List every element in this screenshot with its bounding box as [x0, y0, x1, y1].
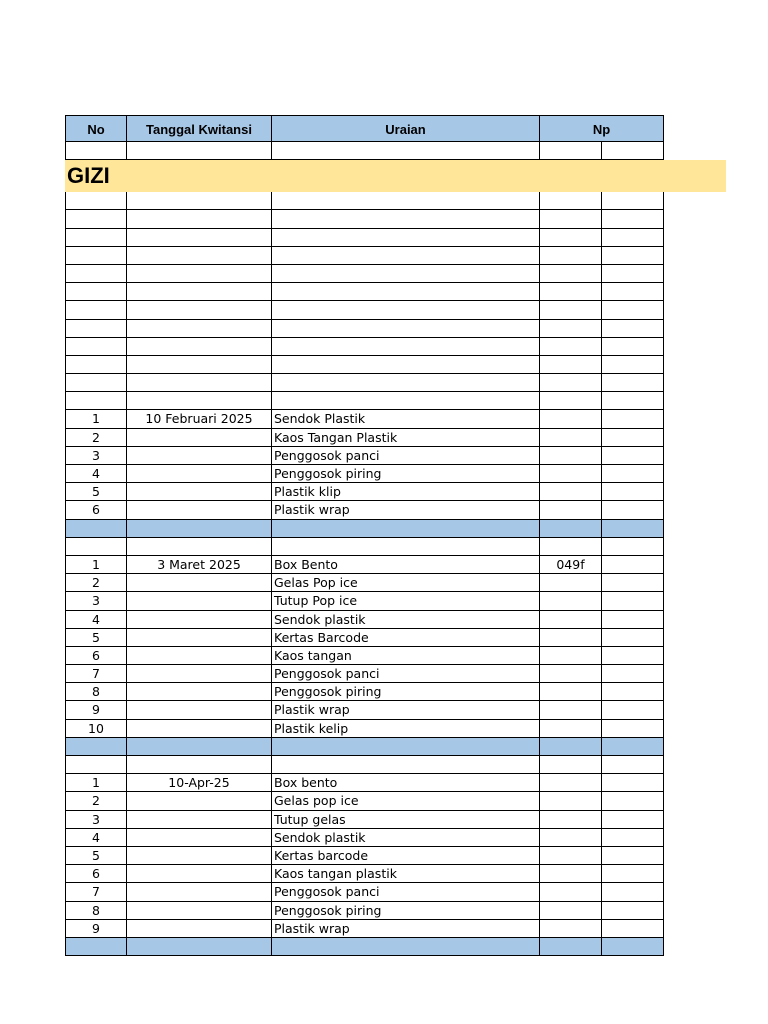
cell-no[interactable] [65, 301, 127, 319]
cell-np[interactable] [540, 301, 602, 319]
cell-np[interactable] [540, 520, 602, 538]
cell-uraian[interactable] [272, 520, 540, 538]
cell-np[interactable] [540, 920, 602, 938]
cell-tanggal[interactable] [127, 210, 272, 228]
cell-extra[interactable] [602, 683, 664, 701]
cell-uraian[interactable]: Kaos Tangan Plastik [272, 429, 540, 447]
cell-extra[interactable] [602, 647, 664, 665]
cell-tanggal[interactable] [127, 501, 272, 519]
cell-extra[interactable] [602, 501, 664, 519]
cell-np[interactable] [540, 447, 602, 465]
cell-np[interactable] [540, 647, 602, 665]
cell-uraian[interactable] [272, 374, 540, 392]
cell-extra[interactable] [602, 865, 664, 883]
cell-np[interactable] [540, 283, 602, 301]
cell-np[interactable] [540, 356, 602, 374]
cell-tanggal[interactable] [127, 865, 272, 883]
cell-uraian[interactable]: Sendok Plastik [272, 410, 540, 428]
cell-no[interactable]: 9 [65, 920, 127, 938]
cell-tanggal[interactable] [127, 265, 272, 283]
cell-uraian[interactable]: Tutup gelas [272, 811, 540, 829]
cell-no[interactable]: 3 [65, 811, 127, 829]
cell-extra[interactable] [602, 210, 664, 228]
cell-no[interactable]: 6 [65, 647, 127, 665]
cell-no[interactable] [65, 229, 127, 247]
cell-extra[interactable] [602, 447, 664, 465]
cell-np[interactable] [540, 392, 602, 410]
cell-extra[interactable] [602, 902, 664, 920]
cell-np[interactable] [540, 683, 602, 701]
header-uraian[interactable]: Uraian [272, 115, 540, 142]
cell-uraian[interactable]: Penggosok piring [272, 683, 540, 701]
cell-extra[interactable] [602, 192, 664, 210]
cell-uraian[interactable]: Gelas pop ice [272, 792, 540, 810]
cell-tanggal[interactable] [127, 392, 272, 410]
cell-np[interactable] [540, 665, 602, 683]
cell-np[interactable] [540, 720, 602, 738]
cell-tanggal[interactable] [127, 738, 272, 756]
cell-tanggal[interactable] [127, 701, 272, 719]
cell-no[interactable]: 7 [65, 883, 127, 901]
cell-uraian[interactable] [272, 229, 540, 247]
cell-np[interactable] [540, 847, 602, 865]
cell-no[interactable] [65, 247, 127, 265]
cell-no[interactable]: 2 [65, 429, 127, 447]
cell-uraian[interactable] [272, 192, 540, 210]
cell-tanggal[interactable] [127, 847, 272, 865]
cell-uraian[interactable]: Plastik wrap [272, 920, 540, 938]
cell-np[interactable] [540, 538, 602, 556]
cell-extra[interactable] [602, 756, 664, 774]
cell-extra[interactable] [602, 283, 664, 301]
cell-tanggal[interactable]: 3 Maret 2025 [127, 556, 272, 574]
cell-tanggal[interactable] [127, 574, 272, 592]
cell-np[interactable] [540, 902, 602, 920]
cell-no[interactable] [65, 520, 127, 538]
cell-no[interactable]: 5 [65, 483, 127, 501]
cell-uraian[interactable] [272, 338, 540, 356]
cell-no[interactable]: 2 [65, 792, 127, 810]
cell-no[interactable]: 10 [65, 720, 127, 738]
cell-tanggal[interactable] [127, 229, 272, 247]
cell-tanggal[interactable] [127, 938, 272, 956]
cell-uraian[interactable]: Plastik klip [272, 483, 540, 501]
cell-no[interactable] [65, 192, 127, 210]
cell-np[interactable] [540, 592, 602, 610]
cell-uraian[interactable]: Penggosok piring [272, 465, 540, 483]
cell-np[interactable] [540, 265, 602, 283]
cell-tanggal[interactable] [127, 629, 272, 647]
cell-tanggal[interactable] [127, 883, 272, 901]
cell-extra[interactable] [602, 338, 664, 356]
cell-uraian[interactable]: Penggosok panci [272, 883, 540, 901]
cell-np[interactable]: 049f [540, 556, 602, 574]
cell-np[interactable] [540, 229, 602, 247]
cell-tanggal[interactable] [127, 611, 272, 629]
cell-no[interactable] [65, 756, 127, 774]
cell-no[interactable]: 4 [65, 465, 127, 483]
cell-tanggal[interactable] [127, 429, 272, 447]
cell-np[interactable] [540, 247, 602, 265]
cell-tanggal[interactable] [127, 465, 272, 483]
cell-no[interactable] [65, 210, 127, 228]
cell-extra[interactable] [602, 410, 664, 428]
cell-tanggal[interactable] [127, 720, 272, 738]
cell-tanggal[interactable] [127, 520, 272, 538]
cell-extra[interactable] [602, 847, 664, 865]
cell-np[interactable] [540, 429, 602, 447]
cell-tanggal[interactable] [127, 647, 272, 665]
cell-extra[interactable] [602, 465, 664, 483]
cell-uraian[interactable] [272, 538, 540, 556]
cell-extra[interactable] [602, 483, 664, 501]
cell-uraian[interactable] [272, 756, 540, 774]
cell-uraian[interactable]: Kaos tangan [272, 647, 540, 665]
header-tanggal-kwitansi[interactable]: Tanggal Kwitansi [127, 115, 272, 142]
cell-extra[interactable] [602, 356, 664, 374]
cell-no[interactable]: 3 [65, 592, 127, 610]
cell-np[interactable] [540, 320, 602, 338]
cell-uraian[interactable]: Plastik wrap [272, 701, 540, 719]
cell-uraian[interactable] [272, 210, 540, 228]
cell-tanggal[interactable] [127, 447, 272, 465]
cell-np[interactable] [540, 811, 602, 829]
section-title: GIZI [65, 160, 726, 192]
cell-uraian[interactable] [272, 392, 540, 410]
cell-uraian[interactable]: Box bento [272, 774, 540, 792]
cell-np[interactable] [540, 938, 602, 956]
cell-tanggal[interactable] [127, 829, 272, 847]
cell-np[interactable] [540, 142, 602, 160]
cell-uraian[interactable]: Kaos tangan plastik [272, 865, 540, 883]
cell-no[interactable] [65, 356, 127, 374]
cell-np[interactable] [540, 483, 602, 501]
cell-np[interactable] [540, 629, 602, 647]
cell-no[interactable] [65, 265, 127, 283]
cell-extra[interactable] [602, 792, 664, 810]
cell-np[interactable] [540, 792, 602, 810]
cell-extra[interactable] [602, 142, 664, 160]
cell-tanggal[interactable] [127, 683, 272, 701]
cell-extra[interactable] [602, 429, 664, 447]
cell-np[interactable] [540, 865, 602, 883]
cell-np[interactable] [540, 738, 602, 756]
cell-uraian[interactable]: Penggosok panci [272, 447, 540, 465]
cell-tanggal[interactable] [127, 320, 272, 338]
cell-no[interactable]: 1 [65, 410, 127, 428]
cell-np[interactable] [540, 611, 602, 629]
cell-np[interactable] [540, 410, 602, 428]
cell-tanggal[interactable] [127, 792, 272, 810]
cell-np[interactable] [540, 829, 602, 847]
cell-np[interactable] [540, 774, 602, 792]
cell-extra[interactable] [602, 774, 664, 792]
cell-tanggal[interactable] [127, 811, 272, 829]
cell-tanggal[interactable] [127, 665, 272, 683]
cell-np[interactable] [540, 192, 602, 210]
cell-tanggal[interactable] [127, 283, 272, 301]
cell-extra[interactable] [602, 701, 664, 719]
cell-np[interactable] [540, 338, 602, 356]
cell-extra[interactable] [602, 665, 664, 683]
cell-no[interactable] [65, 392, 127, 410]
cell-tanggal[interactable] [127, 142, 272, 160]
cell-uraian[interactable] [272, 265, 540, 283]
cell-np[interactable] [540, 756, 602, 774]
cell-uraian[interactable] [272, 320, 540, 338]
cell-uraian[interactable]: Kertas barcode [272, 847, 540, 865]
cell-no[interactable] [65, 738, 127, 756]
cell-extra[interactable] [602, 829, 664, 847]
cell-np[interactable] [540, 701, 602, 719]
cell-uraian[interactable]: Plastik wrap [272, 501, 540, 519]
cell-tanggal[interactable] [127, 192, 272, 210]
cell-no[interactable]: 8 [65, 902, 127, 920]
cell-uraian[interactable] [272, 356, 540, 374]
cell-no[interactable] [65, 374, 127, 392]
cell-tanggal[interactable]: 10 Februari 2025 [127, 410, 272, 428]
cell-np[interactable] [540, 574, 602, 592]
cell-no[interactable] [65, 538, 127, 556]
cell-no[interactable]: 6 [65, 865, 127, 883]
cell-np[interactable] [540, 883, 602, 901]
cell-no[interactable]: 5 [65, 629, 127, 647]
cell-np[interactable] [540, 374, 602, 392]
cell-uraian[interactable] [272, 301, 540, 319]
cell-tanggal[interactable] [127, 374, 272, 392]
cell-uraian[interactable] [272, 938, 540, 956]
cell-uraian[interactable]: Sendok plastik [272, 829, 540, 847]
cell-extra[interactable] [602, 629, 664, 647]
cell-no[interactable]: 5 [65, 847, 127, 865]
cell-no[interactable]: 4 [65, 829, 127, 847]
cell-extra[interactable] [602, 374, 664, 392]
cell-no[interactable]: 3 [65, 447, 127, 465]
cell-extra[interactable] [602, 592, 664, 610]
cell-no[interactable]: 2 [65, 574, 127, 592]
header-no[interactable]: No [65, 115, 127, 142]
cell-tanggal[interactable] [127, 756, 272, 774]
cell-no[interactable]: 7 [65, 665, 127, 683]
cell-extra[interactable] [602, 392, 664, 410]
cell-no[interactable]: 1 [65, 556, 127, 574]
cell-no[interactable]: 6 [65, 501, 127, 519]
cell-np[interactable] [540, 465, 602, 483]
cell-uraian[interactable] [272, 283, 540, 301]
cell-tanggal[interactable] [127, 592, 272, 610]
cell-extra[interactable] [602, 301, 664, 319]
cell-extra[interactable] [602, 574, 664, 592]
cell-tanggal[interactable] [127, 483, 272, 501]
cell-uraian[interactable]: Sendok plastik [272, 611, 540, 629]
header-np[interactable]: Np [540, 115, 664, 142]
cell-extra[interactable] [602, 520, 664, 538]
cell-uraian[interactable] [272, 247, 540, 265]
cell-extra[interactable] [602, 265, 664, 283]
cell-tanggal[interactable] [127, 338, 272, 356]
cell-extra[interactable] [602, 720, 664, 738]
cell-uraian[interactable]: Gelas Pop ice [272, 574, 540, 592]
cell-no[interactable] [65, 938, 127, 956]
cell-uraian[interactable]: Penggosok piring [272, 902, 540, 920]
cell-extra[interactable] [602, 738, 664, 756]
cell-no[interactable]: 9 [65, 701, 127, 719]
cell-no[interactable]: 1 [65, 774, 127, 792]
cell-extra[interactable] [602, 811, 664, 829]
cell-no[interactable]: 4 [65, 611, 127, 629]
cell-uraian[interactable]: Plastik kelip [272, 720, 540, 738]
cell-extra[interactable] [602, 611, 664, 629]
cell-extra[interactable] [602, 320, 664, 338]
cell-tanggal[interactable] [127, 356, 272, 374]
cell-uraian[interactable]: Box Bento [272, 556, 540, 574]
cell-uraian[interactable] [272, 142, 540, 160]
cell-np[interactable] [540, 210, 602, 228]
cell-extra[interactable] [602, 920, 664, 938]
cell-no[interactable] [65, 338, 127, 356]
cell-extra[interactable] [602, 538, 664, 556]
cell-tanggal[interactable] [127, 920, 272, 938]
cell-extra[interactable] [602, 556, 664, 574]
cell-tanggal[interactable] [127, 538, 272, 556]
cell-no[interactable] [65, 142, 127, 160]
cell-tanggal[interactable]: 10-Apr-25 [127, 774, 272, 792]
cell-tanggal[interactable] [127, 247, 272, 265]
cell-extra[interactable] [602, 247, 664, 265]
cell-tanggal[interactable] [127, 902, 272, 920]
cell-extra[interactable] [602, 883, 664, 901]
cell-uraian[interactable]: Tutup Pop ice [272, 592, 540, 610]
cell-uraian[interactable] [272, 738, 540, 756]
cell-extra[interactable] [602, 229, 664, 247]
cell-tanggal[interactable] [127, 301, 272, 319]
cell-extra[interactable] [602, 938, 664, 956]
cell-no[interactable] [65, 283, 127, 301]
cell-no[interactable] [65, 320, 127, 338]
cell-uraian[interactable]: Kertas Barcode [272, 629, 540, 647]
cell-np[interactable] [540, 501, 602, 519]
cell-no[interactable]: 8 [65, 683, 127, 701]
cell-uraian[interactable]: Penggosok panci [272, 665, 540, 683]
